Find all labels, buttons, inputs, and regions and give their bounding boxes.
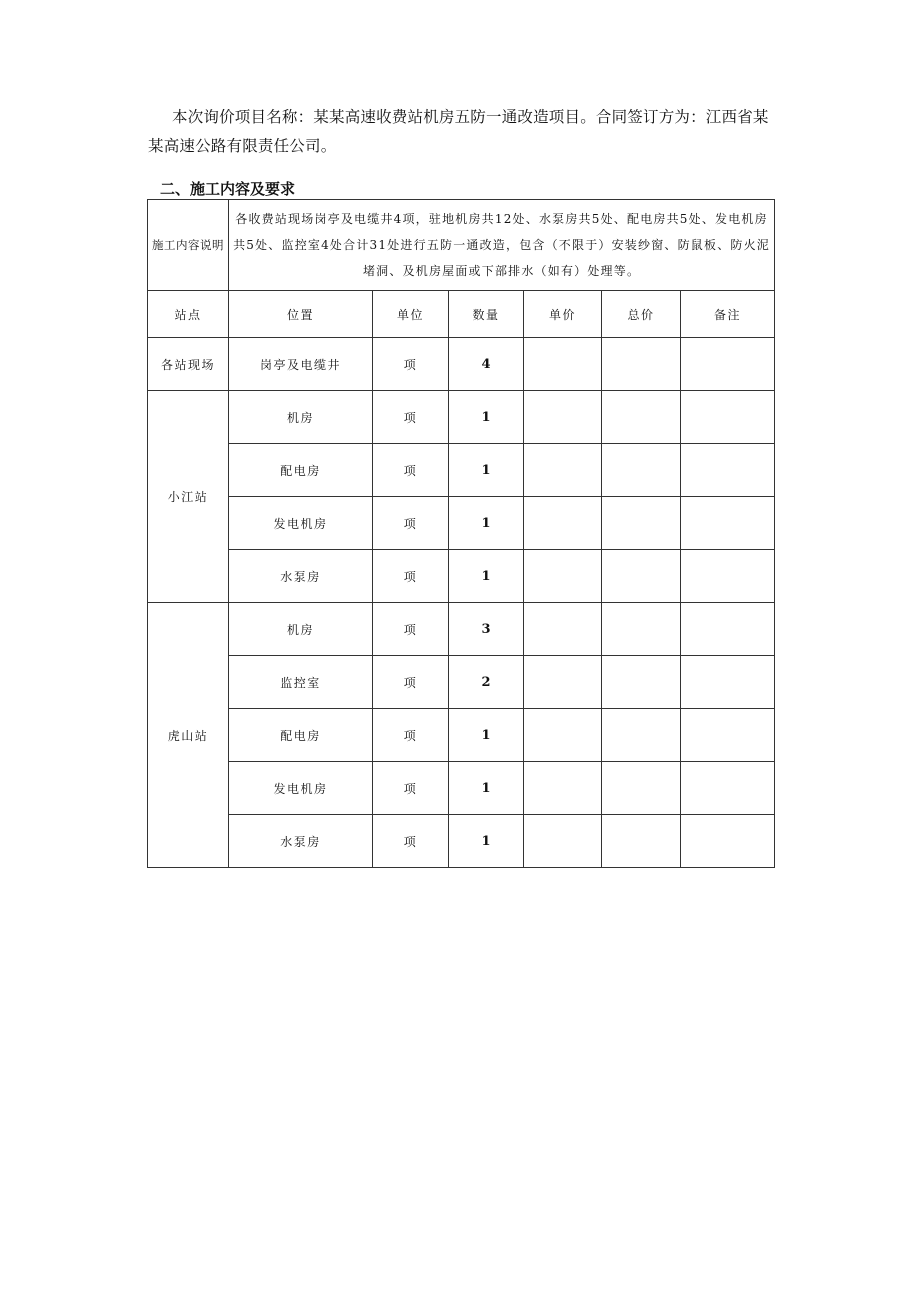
total-price-cell: [602, 762, 681, 815]
table-row: [148, 815, 775, 868]
unit-price-cell: [524, 444, 602, 497]
site-cell: 小江站: [148, 391, 229, 603]
table-row: [148, 709, 775, 762]
table-row: [148, 338, 775, 391]
unit-cell: 项: [373, 762, 449, 815]
quantity-cell: 1: [449, 550, 524, 603]
unit-price-cell: [524, 391, 602, 444]
site-cell: 各站现场: [148, 338, 229, 391]
table-row: [148, 444, 775, 497]
header-quantity: 数量: [449, 291, 524, 338]
site-cell: 虎山站: [148, 603, 229, 868]
total-price-cell: [602, 338, 681, 391]
table-row: [148, 497, 775, 550]
quantity-cell: 1: [449, 444, 524, 497]
unit-price-cell: [524, 656, 602, 709]
location-cell: 发电机房: [229, 762, 373, 815]
intro-paragraph: 本次询价项目名称：某某高速收费站机房五防一通改造项目。合同签订方为：江西省某某高速公路有限责任公司。: [148, 108, 769, 155]
quantity-cell: 2: [449, 656, 524, 709]
table-row: [148, 550, 775, 603]
location-cell: 水泵房: [229, 815, 373, 868]
construction-table: [147, 199, 775, 868]
table-row: [148, 391, 775, 444]
unit-price-cell: [524, 603, 602, 656]
remark-cell: [681, 497, 775, 550]
header-unit: 单位: [373, 291, 449, 338]
unit-price-cell: [524, 550, 602, 603]
unit-cell: 项: [373, 603, 449, 656]
unit-price-cell: [524, 762, 602, 815]
remark-cell: [681, 762, 775, 815]
description-text: 各收费站现场岗亭及电缆井4项，驻地机房共12处、水泵房共5处、配电房共5处、发电机房共5处、监控室4处合计31处进行五防一通改造，包含（不限于）安装纱窗、防鼠板、防火泥堵洞、及机房屋面或下部排水（如有）处理等。: [229, 200, 775, 291]
location-cell: 发电机房: [229, 497, 373, 550]
table-row: [148, 762, 775, 815]
header-total-price: 总价: [602, 291, 681, 338]
total-price-cell: [602, 391, 681, 444]
remark-cell: [681, 709, 775, 762]
total-price-cell: [602, 709, 681, 762]
unit-cell: 项: [373, 550, 449, 603]
header-row: [148, 291, 775, 338]
remark-cell: [681, 815, 775, 868]
unit-cell: 项: [373, 709, 449, 762]
unit-price-cell: [524, 338, 602, 391]
remark-cell: [681, 391, 775, 444]
quantity-cell: 1: [449, 497, 524, 550]
unit-cell: 项: [373, 338, 449, 391]
header-location: 位置: [229, 291, 373, 338]
header-unit-price: 单价: [524, 291, 602, 338]
location-cell: 配电房: [229, 444, 373, 497]
section-heading: 二、施工内容及要求: [160, 180, 296, 198]
quantity-cell: 1: [449, 815, 524, 868]
unit-cell: 项: [373, 656, 449, 709]
unit-cell: 项: [373, 815, 449, 868]
header-remark: 备注: [681, 291, 775, 338]
unit-cell: 项: [373, 391, 449, 444]
remark-cell: [681, 550, 775, 603]
quantity-cell: 1: [449, 391, 524, 444]
total-price-cell: [602, 550, 681, 603]
unit-price-cell: [524, 815, 602, 868]
table-row: [148, 656, 775, 709]
total-price-cell: [602, 444, 681, 497]
remark-cell: [681, 444, 775, 497]
description-row: [148, 200, 775, 291]
unit-cell: 项: [373, 444, 449, 497]
location-cell: 监控室: [229, 656, 373, 709]
remark-cell: [681, 338, 775, 391]
remark-cell: [681, 603, 775, 656]
location-cell: 水泵房: [229, 550, 373, 603]
total-price-cell: [602, 815, 681, 868]
unit-price-cell: [524, 497, 602, 550]
header-site: 站点: [148, 291, 229, 338]
unit-price-cell: [524, 709, 602, 762]
location-cell: 机房: [229, 603, 373, 656]
description-label: 施工内容说明: [148, 200, 229, 291]
unit-cell: 项: [373, 497, 449, 550]
total-price-cell: [602, 603, 681, 656]
total-price-cell: [602, 497, 681, 550]
total-price-cell: [602, 656, 681, 709]
quantity-cell: 3: [449, 603, 524, 656]
quantity-cell: 4: [449, 338, 524, 391]
location-cell: 机房: [229, 391, 373, 444]
quantity-cell: 1: [449, 762, 524, 815]
location-cell: 配电房: [229, 709, 373, 762]
remark-cell: [681, 656, 775, 709]
table-row: [148, 603, 775, 656]
quantity-cell: 1: [449, 709, 524, 762]
location-cell: 岗亭及电缆井: [229, 338, 373, 391]
